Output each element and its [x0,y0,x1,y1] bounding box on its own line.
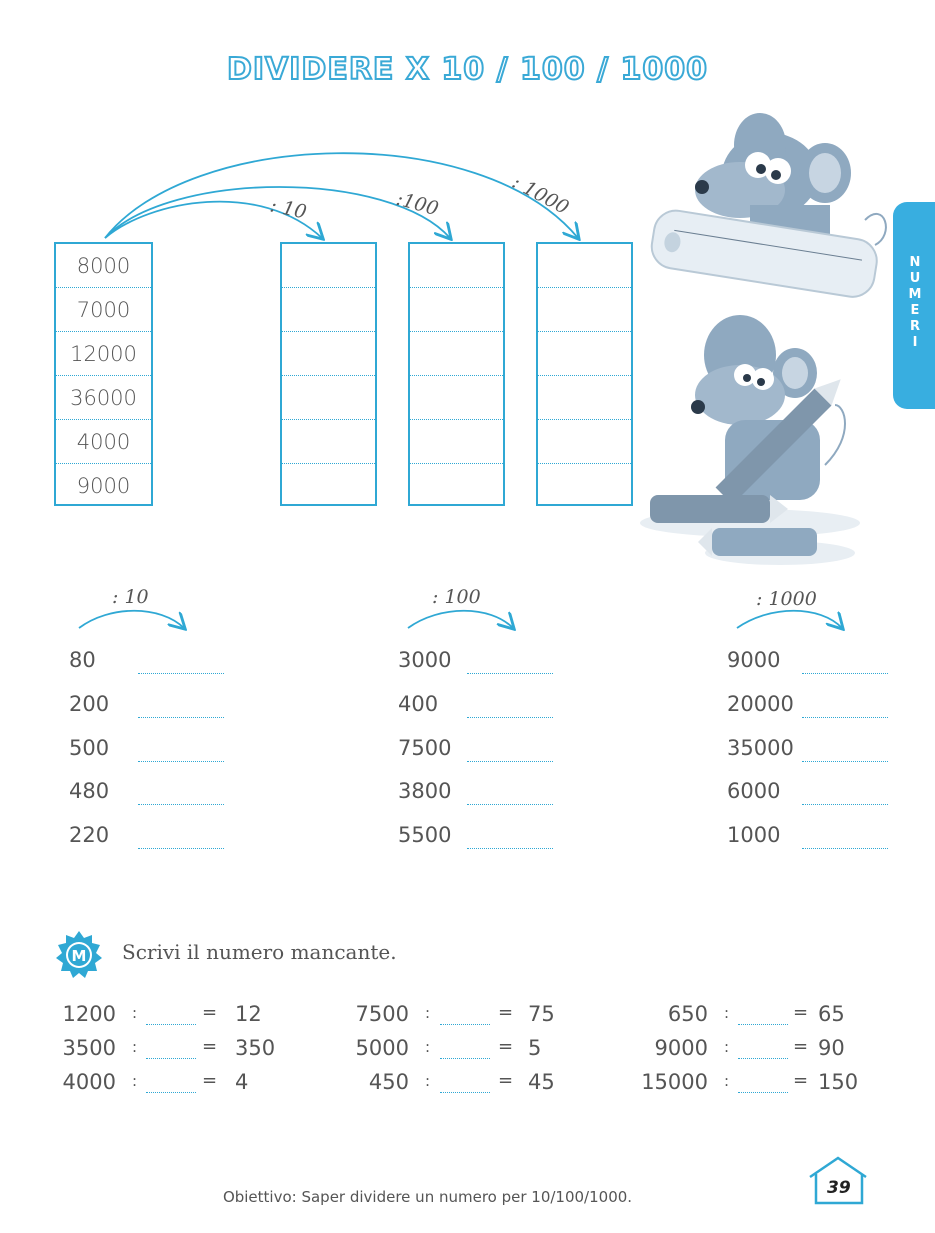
arrow-label-10: : 10 [268,194,309,224]
footer-objective: Obiettivo: Saper dividere un numero per 10/100/1000. [222,1188,633,1206]
answer-blank[interactable] [802,673,888,674]
quotient: 90 [818,1036,845,1060]
answer-cell[interactable] [410,332,503,376]
answer-cell[interactable] [282,244,375,288]
column-numbers [54,242,153,506]
exercise-number: 500 [69,736,110,760]
missing-blank[interactable] [440,1092,490,1093]
missing-blank[interactable] [440,1058,490,1059]
table-cell: 9000 [76,474,131,498]
colon-symbol: : [724,1004,730,1022]
exercise-op-label: : 10 [112,586,149,608]
answer-cell[interactable] [538,332,631,376]
missing-blank[interactable] [146,1058,196,1059]
quotient: 4 [235,1070,249,1094]
equals-symbol: = [202,1002,218,1023]
answer-cell[interactable] [282,420,375,464]
table-cell: 12000 [56,332,151,376]
colon-symbol: : [132,1004,138,1022]
answer-blank[interactable] [138,717,224,718]
answer-blank[interactable] [467,673,553,674]
svg-text:M: M [71,947,87,965]
mouse-pencil-icon [640,315,860,565]
missing-blank[interactable] [146,1024,196,1025]
exercise-number: 200 [69,692,110,716]
answer-cell[interactable] [538,244,631,288]
equals-symbol: = [498,1036,514,1057]
mice-illustration [630,105,890,575]
page-title: DIVIDERE X 10 / 100 / 1000 [226,52,708,87]
equals-symbol: = [498,1070,514,1091]
column-div1000 [536,242,633,506]
dividend: 7500 [355,1002,409,1026]
exercise-number: 6000 [727,779,781,803]
exercise-number: 5500 [398,823,452,847]
answer-cell[interactable] [282,332,375,376]
answer-blank[interactable] [467,848,553,849]
exercise-number: 220 [69,823,110,847]
section-tab-label: N U M E R I [908,255,922,350]
equals-symbol: = [202,1070,218,1091]
exercise-op-label: : 100 [432,586,481,608]
arrow-label-1000: : 1000 [508,171,573,219]
answer-blank[interactable] [467,761,553,762]
exercise-number: 9000 [727,648,781,672]
column-div100 [408,242,505,506]
answer-blank[interactable] [467,717,553,718]
answer-blank[interactable] [802,717,888,718]
exercise-number: 480 [69,779,110,803]
answer-blank[interactable] [802,761,888,762]
quotient: 350 [235,1036,276,1060]
dividend: 5000 [355,1036,409,1060]
answer-cell[interactable] [538,376,631,420]
answer-cell[interactable] [538,288,631,332]
missing-blank[interactable] [738,1024,788,1025]
table-cell: 36000 [56,376,151,420]
quotient: 75 [528,1002,555,1026]
exercise-number: 7500 [398,736,452,760]
colon-symbol: : [425,1004,431,1022]
quotient: 12 [235,1002,262,1026]
quotient: 150 [818,1070,859,1094]
dividend: 450 [368,1070,409,1094]
exercise-number: 35000 [727,736,794,760]
answer-cell[interactable] [282,464,375,508]
missing-blank[interactable] [146,1092,196,1093]
answer-blank[interactable] [802,804,888,805]
table-cell: 4000 [56,420,151,464]
quotient: 5 [528,1036,542,1060]
mouse-ruler-icon [649,113,886,300]
equals-symbol: = [793,1070,809,1091]
answer-cell[interactable] [538,464,631,508]
instruction-text: Scrivi il numero mancante. [122,940,397,964]
answer-cell[interactable] [410,376,503,420]
missing-blank[interactable] [738,1058,788,1059]
answer-cell[interactable] [282,376,375,420]
colon-symbol: : [425,1038,431,1056]
colon-symbol: : [425,1072,431,1090]
colon-symbol: : [724,1038,730,1056]
arrow-label-100: :100 [393,187,441,221]
answer-blank[interactable] [138,761,224,762]
answer-blank[interactable] [467,804,553,805]
table-cell: 7000 [56,288,151,332]
exercise-number: 3800 [398,779,452,803]
column-div10 [280,242,377,506]
missing-blank[interactable] [440,1024,490,1025]
answer-blank[interactable] [138,673,224,674]
answer-cell[interactable] [410,244,503,288]
equals-symbol: = [498,1002,514,1023]
badge-icon [55,930,103,978]
exercise-number: 3000 [398,648,452,672]
exercise-op-label: : 1000 [756,588,817,610]
arrow-1000 [105,153,578,238]
dividend: 9000 [654,1036,708,1060]
dividend: 4000 [62,1070,116,1094]
answer-cell[interactable] [538,420,631,464]
exercise-number: 1000 [727,823,781,847]
equals-symbol: = [202,1036,218,1057]
page-number: 39 [827,1178,851,1198]
answer-cell[interactable] [410,288,503,332]
table-cell: 8000 [56,244,151,288]
quotient: 45 [528,1070,555,1094]
equals-symbol: = [793,1002,809,1023]
colon-symbol: : [132,1072,138,1090]
colon-symbol: : [724,1072,730,1090]
answer-blank[interactable] [138,848,224,849]
exercise-number: 20000 [727,692,794,716]
dividend: 3500 [62,1036,116,1060]
exercise-number: 80 [69,648,96,672]
dividend: 650 [667,1002,708,1026]
answer-cell[interactable] [410,464,503,508]
equals-symbol: = [793,1036,809,1057]
colon-symbol: : [132,1038,138,1056]
answer-cell[interactable] [282,288,375,332]
dividend: 1200 [62,1002,116,1026]
missing-blank[interactable] [738,1092,788,1093]
dividend: 15000 [641,1070,708,1094]
answer-blank[interactable] [138,804,224,805]
quotient: 65 [818,1002,845,1026]
answer-blank[interactable] [802,848,888,849]
exercise-number: 400 [398,692,439,716]
answer-cell[interactable] [410,420,503,464]
